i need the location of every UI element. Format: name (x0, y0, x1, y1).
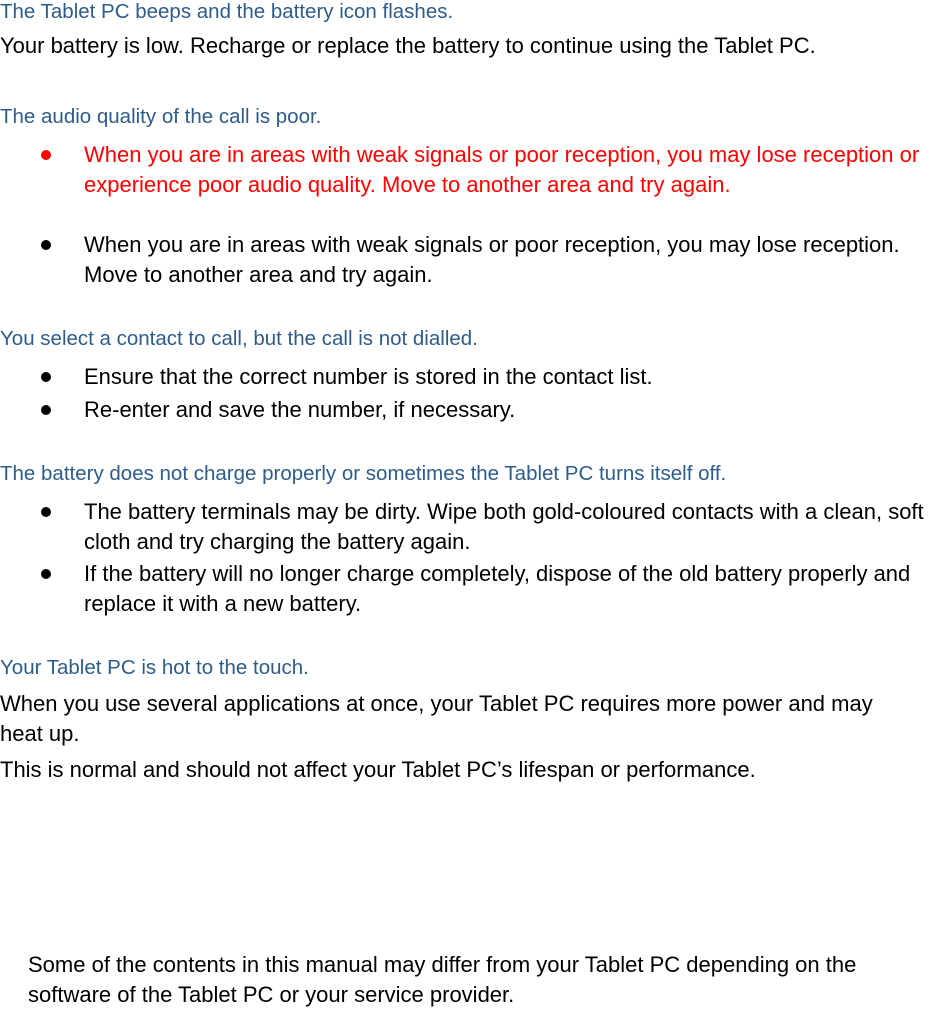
bullet-icon (41, 240, 51, 250)
heading-battery-charge: The battery does not charge properly or sometimes the Tablet PC turns itself off. (0, 462, 727, 485)
heading-call-not-dialled: You select a contact to call, but the call is not dialled. (0, 327, 478, 350)
bullet-icon (41, 507, 51, 517)
bullet-text: When you are in areas with weak signals or poor reception, you may lose reception. Move to another area and try again. (84, 232, 900, 287)
heading-audio-quality: The audio quality of the call is poor. (0, 105, 322, 128)
bullet-icon (41, 150, 51, 160)
bullet-text: Re-enter and save the number, if necessary. (84, 397, 516, 422)
bullet-text: When you are in areas with weak signals or poor reception, you may lose reception or experience poor audio quality. Move to another area and try again. (84, 142, 920, 197)
bullet-icon (41, 569, 51, 579)
bullet-text: Ensure that the correct number is stored in the contact list. (84, 364, 653, 389)
paragraph-normal-behaviour: This is normal and should not affect your Tablet PC’s lifespan or performance. (0, 757, 756, 782)
bullet-text: The battery terminals may be dirty. Wipe both gold-coloured contacts with a clean, soft cloth and try charging the battery again. (84, 499, 924, 554)
bullet-icon (41, 372, 51, 382)
bullet-icon (41, 405, 51, 415)
paragraph-battery-low: Your battery is low. Recharge or replace the battery to continue using the Tablet PC. (0, 33, 816, 58)
heading-battery-beeps: The Tablet PC beeps and the battery icon flashes. (0, 0, 454, 23)
heading-hot-to-touch: Your Tablet PC is hot to the touch. (0, 656, 309, 679)
bullet-text: If the battery will no longer charge completely, dispose of the old battery properly and replace it with a new battery. (84, 561, 911, 616)
footer-note: Some of the contents in this manual may differ from your Tablet PC depending on the software of the Tablet PC or your service provider. (28, 952, 857, 1007)
paragraph-heat-explanation: When you use several applications at once, your Tablet PC requires more power and may heat up. (0, 691, 873, 746)
